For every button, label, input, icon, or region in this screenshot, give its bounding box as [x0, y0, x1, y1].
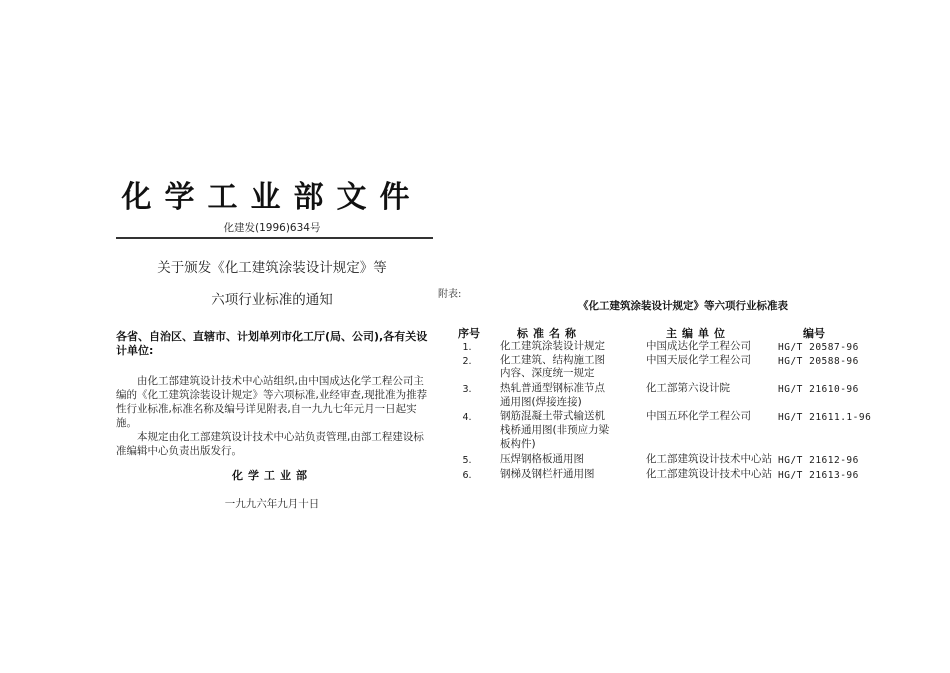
row-3-name-line1: 热轧普通型钢标准节点 [500, 382, 605, 394]
notice-signature: 化学工业部 [232, 469, 312, 482]
notice-paragraph-1: 由化工部建筑设计技术中心站组织,由中国成达化学工程公司主编的《化工建筑涂装设计规定》等六项标准,业经审查,现批准为推荐性行业标准,标准名称及编号详见附表,自一九九七年元月一日起实施。 [116, 375, 428, 429]
row-3-name-line2: 通用图(焊接连接) [500, 396, 582, 408]
row-4-name-line2: 栈桥通用图(非预应力梁 [500, 424, 610, 436]
row-6-code: HG/T 21613-96 [778, 470, 859, 481]
row-6-seq: 6. [462, 470, 472, 481]
row-2-code: HG/T 20588-96 [778, 356, 859, 367]
row-5-name: 压焊钢格板通用图 [500, 453, 584, 465]
row-2-name-line1: 化工建筑、结构施工图 [500, 354, 605, 366]
row-4-name-line1: 钢筋混凝土带式输送机 [500, 410, 605, 422]
document-number: 化建发(1996)634号 [223, 222, 321, 234]
row-1-code: HG/T 20587-96 [778, 342, 859, 353]
row-5-org: 化工部建筑设计技术中心站 [646, 453, 772, 465]
header-divider [116, 237, 433, 239]
row-4-code: HG/T 21611.1-96 [778, 412, 872, 423]
row-2-org: 中国天辰化学工程公司 [646, 354, 751, 366]
row-6-org: 化工部建筑设计技术中心站 [646, 468, 772, 480]
row-3-org: 化工部第六设计院 [646, 382, 730, 394]
column-header-code: 编号 [803, 327, 825, 340]
attachment-label: 附表: [438, 289, 462, 300]
column-header-org: 主编单位 [666, 327, 730, 340]
notice-title-line2: 六项行业标准的通知 [211, 292, 333, 308]
row-4-name-line3: 板构件) [500, 438, 536, 450]
row-2-seq: 2. [462, 356, 472, 367]
notice-date: 一九九六年九月十日 [224, 498, 320, 510]
row-5-seq: 5. [462, 455, 472, 466]
column-header-seq: 序号 [458, 327, 480, 340]
row-1-org: 中国成达化学工程公司 [646, 340, 751, 352]
document-title: 化学工业部文件 [121, 180, 423, 215]
row-4-org: 中国五环化学工程公司 [646, 410, 751, 422]
notice-paragraph-2: 本规定由化工部建筑设计技术中心站负责管理,由部工程建设标准编辑中心负责出版发行。 [116, 431, 424, 457]
notice-title-line1: 关于颁发《化工建筑涂装设计规定》等 [157, 260, 387, 276]
column-header-name: 标准名称 [517, 327, 581, 340]
row-6-name: 钢梯及钢栏杆通用图 [500, 468, 595, 480]
row-4-seq: 4. [462, 412, 472, 423]
row-3-seq: 3. [462, 384, 472, 395]
row-1-name: 化工建筑涂装设计规定 [500, 340, 605, 352]
table-title: 《化工建筑涂装设计规定》等六项行业标准表 [578, 300, 788, 312]
row-5-code: HG/T 21612-96 [778, 455, 859, 466]
notice-addressee: 各省、自治区、直辖市、计划单列市化工厅(局、公司),各有关设计单位: [116, 330, 428, 357]
row-3-code: HG/T 21610-96 [778, 384, 859, 395]
row-1-seq: 1. [462, 342, 472, 353]
row-2-name-line2: 内容、深度统一规定 [500, 367, 595, 379]
